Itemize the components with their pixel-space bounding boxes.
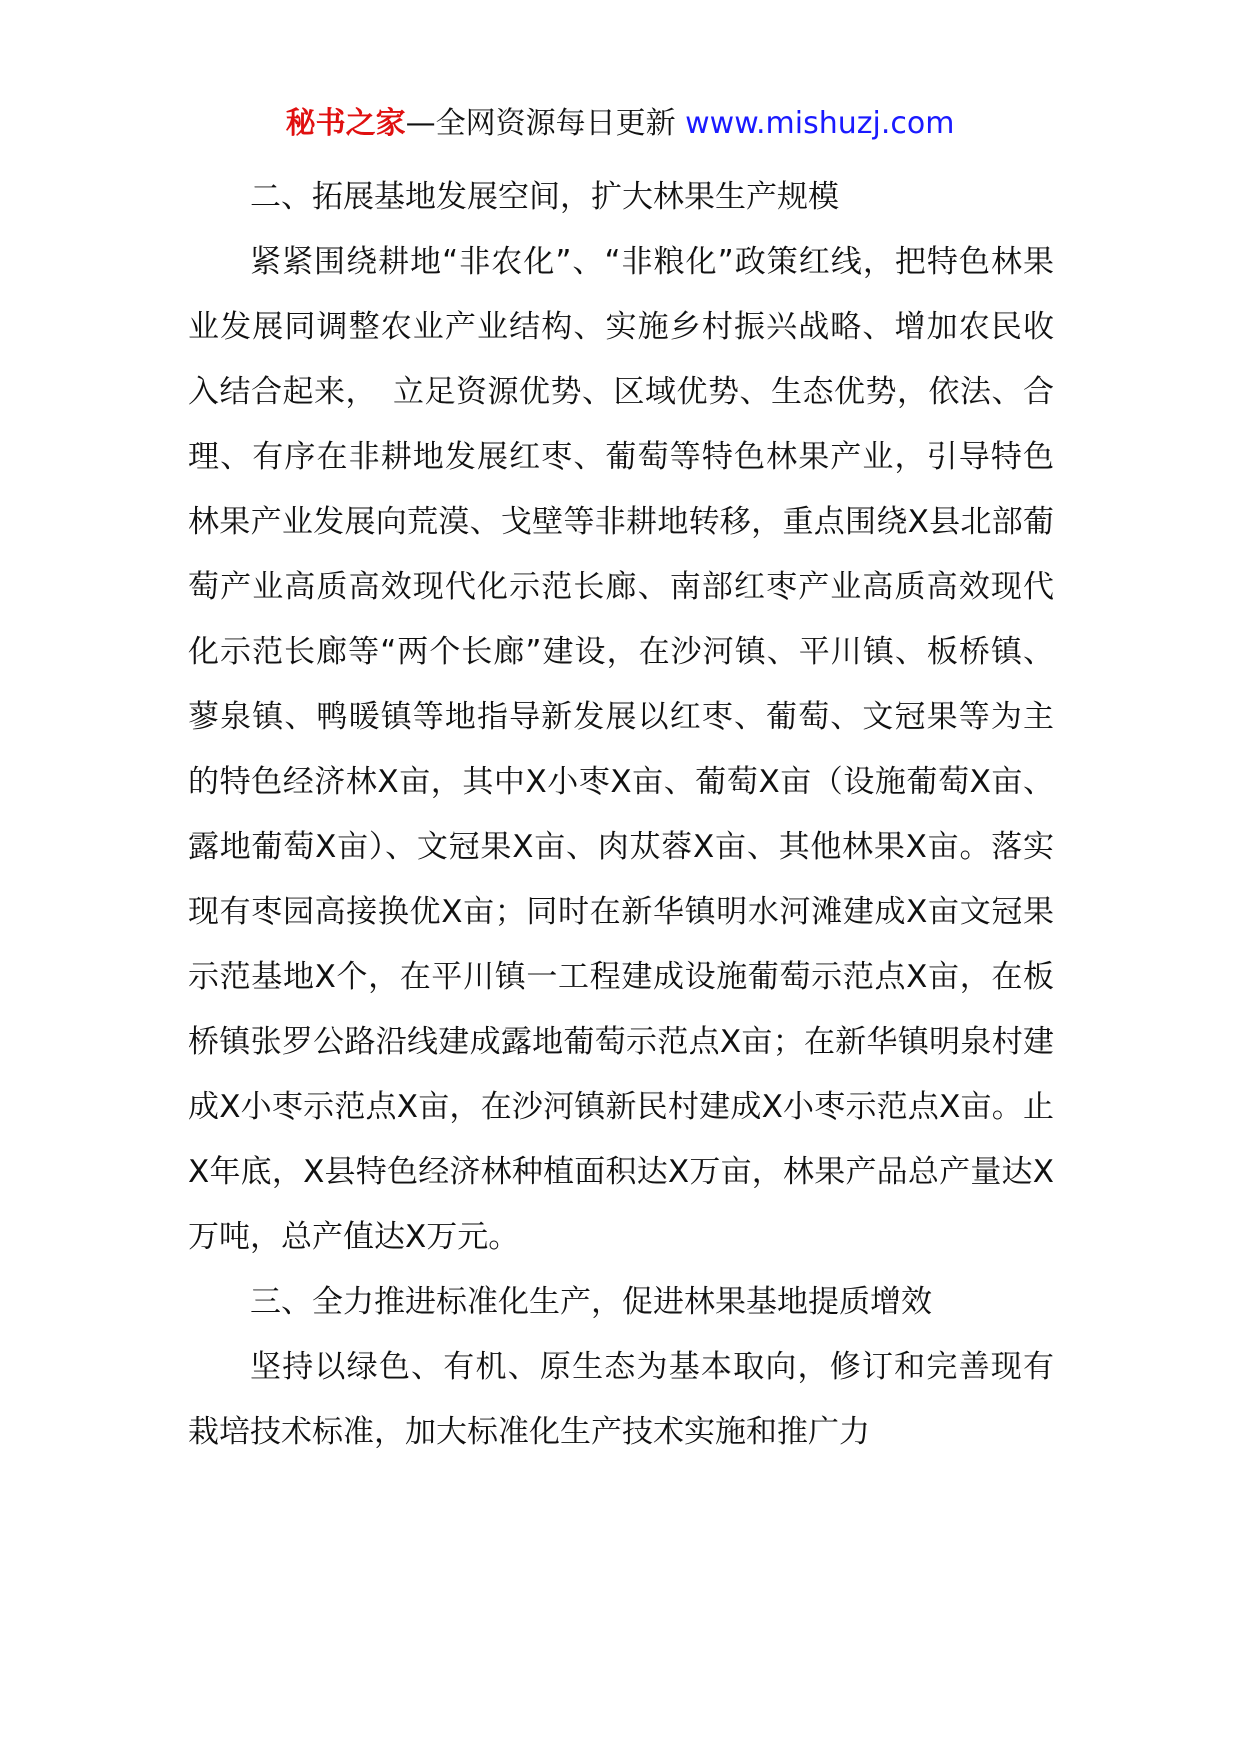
header-brand: 秘书之家 [285,106,406,141]
section-paragraph-3: 坚持以绿色、有机、原生态为基本取向，修订和完善现有栽培技术标准，加大标准化生产技术实施和推广力 [188,1349,1054,1450]
section-paragraph-2: 紧紧围绕耕地“非农化”、“非粮化”政策红线，把特色林果业发展同调整农业产业结构、实施乡村振兴战略、增加农民收入结合起来， 立足资源优势、区域优势、生态优势，依法、合理、有序在非耕地发展红枣、葡萄等特色林果产业，引导特色林果产业发展向荒漠、戈壁等非耕地转移，重点围绕X县北部葡萄产业高质高效现代化示范长廊、南部红枣产业高质高效现代化示范长廊等“两个长廊”建设，在沙河镇、平川镇、板桥镇、蓼泉镇、鸭暖镇等地指导新发展以红枣、葡萄、文冠果等为主的特色经济林X亩，其中X小枣X亩、葡萄X亩（设施葡萄X亩、露地葡萄X亩）、文冠果X亩、肉苁蓉X亩、其他林果X亩。落实现有枣园高接换优X亩；同时在新华镇明水河滩建成X亩文冠果示范基地X个，在平川镇一工程建成设施葡萄示范点X亩，在板桥镇张罗公路沿线建成露地葡萄示范点X亩；在新华镇明泉村建成X小枣示范点X亩，在沙河镇新民村建成X小枣示范点X亩。止X年底，X县特色经济林种植面积达X万亩，林果产品总产量达X万吨，总产值达X万元。 [188,244,1054,1255]
section-heading-3: 三、全力推进标准化生产，促进林果基地提质增效 [250,1284,932,1320]
header-tagline: —全网资源每日更新 [405,106,676,141]
watermark-header [0,100,1240,148]
header-site-link[interactable]: www.mishuzj.com [685,106,955,141]
document-body [188,165,1054,1465]
section-heading-2: 二、拓展基地发展空间，扩大林果生产规模 [250,179,839,215]
